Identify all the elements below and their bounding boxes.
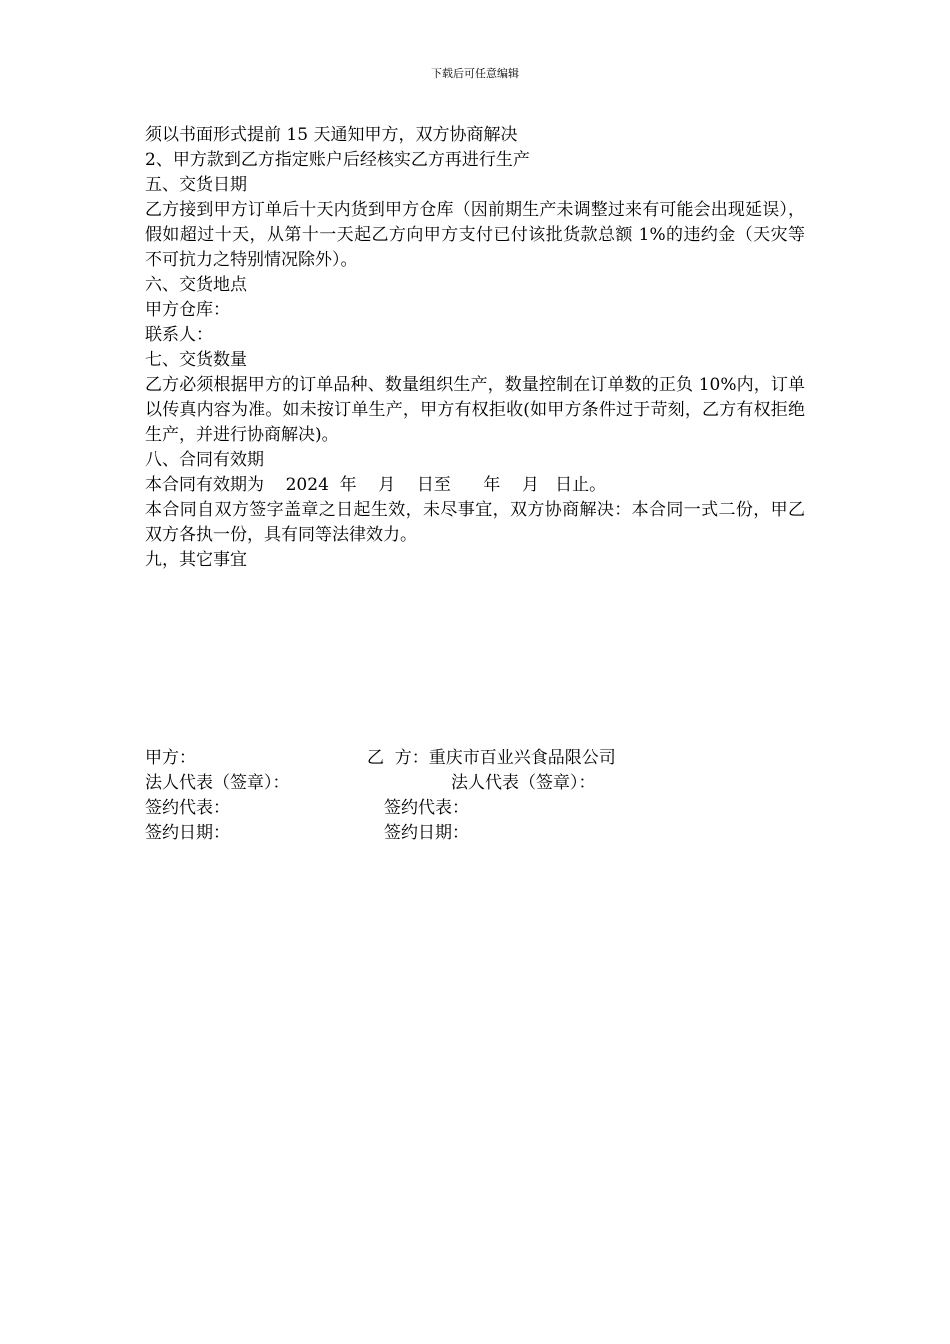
validity-period-line: 本合同有效期为 2024 年 月 日至 年 月 日止。 bbox=[145, 475, 607, 495]
legal-rep-a-label: 法人代表（签章）： bbox=[145, 773, 290, 793]
party-b-label: 乙 方：重庆市百业兴食品限公司 bbox=[367, 748, 616, 768]
section-heading-other-matters: 九，其它事宜 bbox=[145, 550, 247, 570]
signing-rep-a-label: 签约代表： bbox=[145, 798, 230, 818]
signing-date-row bbox=[145, 821, 805, 846]
signature-block bbox=[145, 746, 805, 846]
party-row bbox=[145, 746, 805, 771]
party-a-label: 甲方： bbox=[145, 748, 196, 768]
section-heading-delivery-quantity: 七、交货数量 bbox=[145, 350, 247, 370]
notice-clause-line: 须以书面形式提前 15 天通知甲方，双方协商解决 bbox=[145, 125, 518, 145]
page-header-note: 下载后可任意编辑 bbox=[431, 67, 519, 80]
delivery-quantity-paragraph: 乙方必须根据甲方的订单品种、数量组织生产，数量控制在订单数的正负 10%内，订单以传真内容为准。如未按订单生产，甲方有权拒收(如甲方条件过于苛刻，乙方有权拒绝生产，并进行协商解决)。 bbox=[145, 375, 805, 445]
section-heading-delivery-location: 六、交货地点 bbox=[145, 275, 247, 295]
effectiveness-paragraph: 本合同自双方签字盖章之日起生效，未尽事宜，双方协商解决：本合同一式二份，甲乙双方各执一份，具有同等法律效力。 bbox=[145, 500, 805, 545]
legal-rep-b-label: 法人代表（签章）： bbox=[451, 773, 596, 793]
signing-date-a-label: 签约日期： bbox=[145, 823, 230, 843]
delivery-date-paragraph: 乙方接到甲方订单后十天内货到甲方仓库（因前期生产未调整过来有可能会出现延误），假如超过十天，从第十一天起乙方向甲方支付已付该批货款总额 1%的违约金（天灾等不可抗力之特别情况除外）。 bbox=[145, 200, 805, 270]
contact-person-line: 联系人： bbox=[145, 325, 213, 345]
section-heading-validity: 八、合同有效期 bbox=[145, 450, 264, 470]
signing-rep-b-label: 签约代表： bbox=[384, 798, 469, 818]
signing-date-b-label: 签约日期： bbox=[384, 823, 469, 843]
contract-body bbox=[145, 123, 805, 573]
party-a-warehouse-line: 甲方仓库： bbox=[145, 300, 230, 320]
legal-rep-row bbox=[145, 771, 805, 796]
signing-rep-row bbox=[145, 796, 805, 821]
payment-clause-line: 2、甲方款到乙方指定账户后经核实乙方再进行生产 bbox=[145, 150, 530, 170]
section-heading-delivery-date: 五、交货日期 bbox=[145, 175, 247, 195]
